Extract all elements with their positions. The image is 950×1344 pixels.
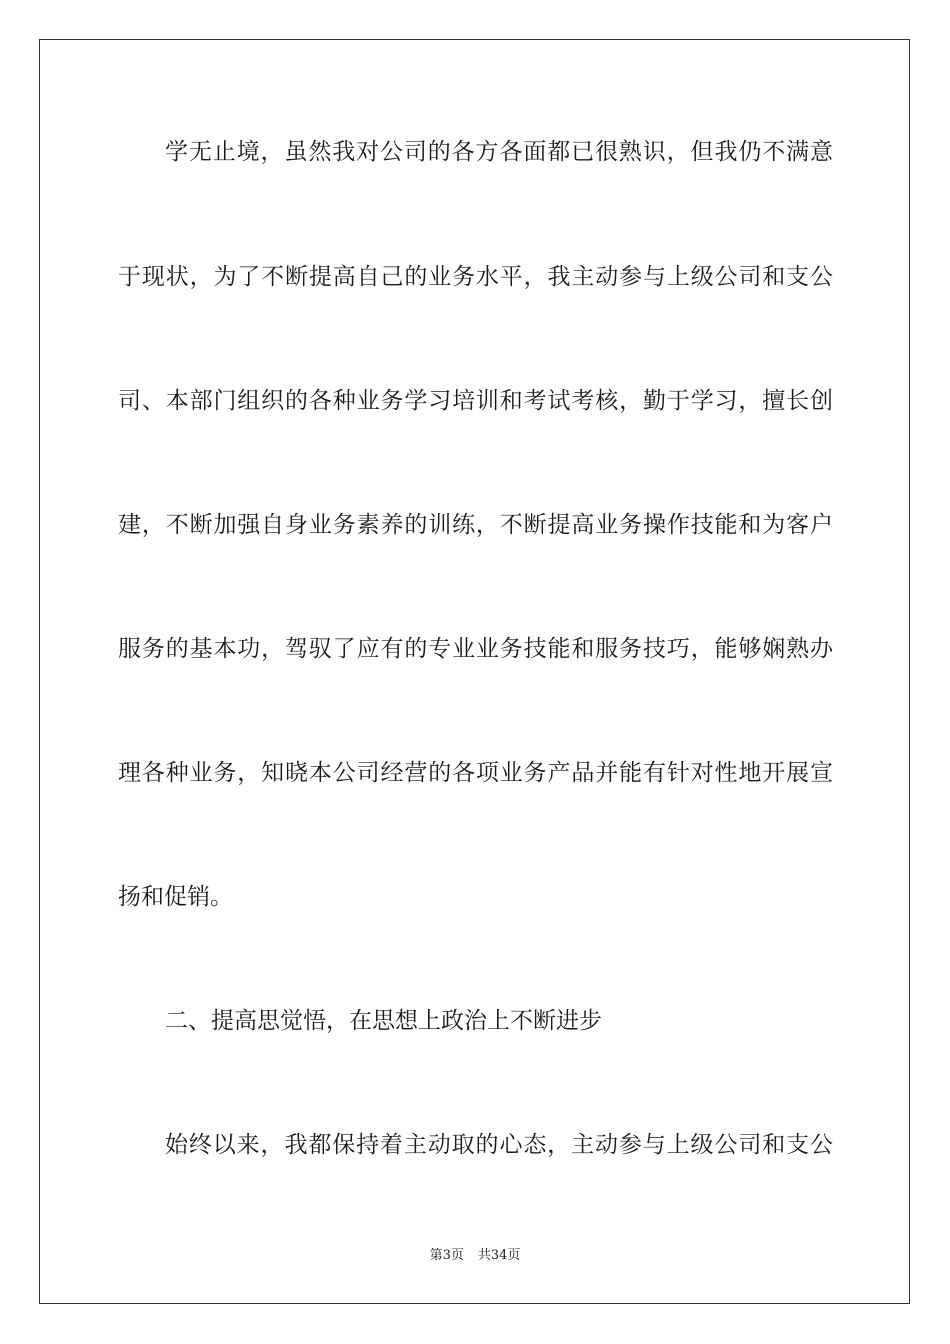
section-heading: 二、提高思觉悟，在思想上政治上不断进步 — [165, 1008, 602, 1034]
page-footer — [0, 1248, 950, 1264]
paragraph-line: 于现状，为了不断提高自己的业务水平，我主动参与上级公司和支公 — [118, 264, 833, 290]
page-border — [39, 39, 910, 1304]
paragraph-line: 建，不断加强自身业务素养的训练，不断提高业务操作技能和为客户 — [118, 512, 833, 538]
paragraph-line: 理各种业务，知晓本公司经营的各项业务产品并能有针对性地开展宣 — [118, 760, 833, 786]
paragraph-line: 学无止境，虽然我对公司的各方各面都已很熟识，但我仍不满意 — [165, 139, 833, 165]
page-total: 共34页 — [477, 1248, 521, 1263]
paragraph-line: 司、本部门组织的各种业务学习培训和考试考核，勤于学习，擅长创 — [118, 388, 833, 414]
paragraph-line: 服务的基本功，驾驭了应有的专业业务技能和服务技巧，能够娴熟办 — [118, 636, 833, 662]
paragraph-line: 扬和促销。 — [118, 884, 233, 910]
page-number: 第3页 — [429, 1248, 464, 1263]
paragraph-line: 始终以来，我都保持着主动取的心态，主动参与上级公司和支公 — [165, 1132, 833, 1158]
